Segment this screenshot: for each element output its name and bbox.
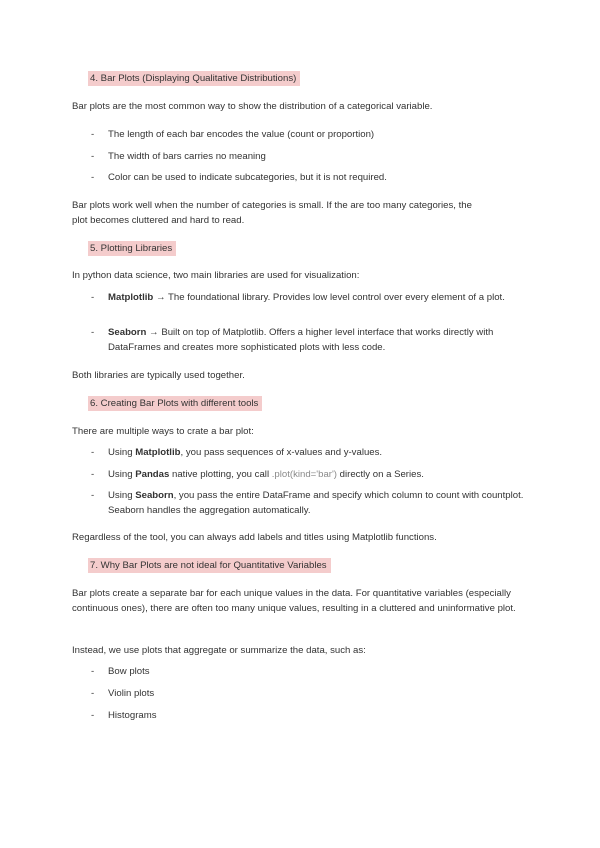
bullet-dash: - [91, 129, 95, 140]
section-5-bullet-matplotlib: Matplotlib → The foundational library. Provides low level control over every element of a plot. [108, 292, 505, 303]
section-7-intro: Bar plots create a separate bar for each unique values in the data. For quantitative variables (especially continuous ones), there are often too many unique values, resulting in a cluttered and uninformative plot. [72, 588, 516, 614]
bold-term: Seaborn [108, 327, 147, 338]
section-6-bullet-matplotlib: Using Matplotlib, you pass sequences of x-values and y-values. [108, 447, 383, 458]
section-6-intro: There are multiple ways to crate a bar plot: [72, 426, 254, 437]
section-4-bullet-1: The length of each bar encodes the value (count or proportion) [108, 129, 375, 140]
section-5-intro: In python data science, two main libraries are used for visualization: [72, 270, 360, 281]
bullet-dash: - [91, 447, 95, 458]
bold-term: Pandas [135, 469, 170, 480]
bold-term: Matplotlib [108, 292, 154, 303]
inline-code: .plot(kind='bar') [271, 469, 338, 480]
bullet-dash: - [91, 490, 95, 501]
bold-term: Seaborn [135, 490, 174, 501]
section-4-closing: Bar plots work well when the number of categories is small. If the are too many categories, the plot becomes cluttered and hard to read. [72, 200, 472, 226]
section-7-heading: 7. Why Bar Plots are not ideal for Quantitative Variables [88, 558, 331, 573]
section-6-heading: 6. Creating Bar Plots with different tools [88, 396, 262, 411]
section-5-heading: 5. Plotting Libraries [88, 241, 176, 256]
bold-term: Matplotlib [135, 447, 181, 458]
section-4-bullet-3: Color can be used to indicate subcategories, but it is not required. [108, 172, 387, 183]
bullet-dash: - [91, 151, 95, 162]
bullet-dash: - [91, 666, 95, 677]
section-7-bullet-2: Violin plots [108, 688, 155, 699]
bullet-dash: - [91, 469, 95, 480]
section-6-bullet-pandas: Using Pandas native plotting, you call .plot(kind='bar') directly on a Series. [108, 469, 424, 480]
section-7-bullet-1: Bow plots [108, 666, 150, 677]
section-4-intro: Bar plots are the most common way to show the distribution of a categorical variable. [72, 101, 433, 112]
section-5-bullet-seaborn: Seaborn → Built on top of Matplotlib. Offers a higher level interface that works directly with DataFrames and creates more sophisticated plots with less code. [108, 327, 494, 353]
section-5-closing: Both libraries are typically used together. [72, 370, 245, 381]
section-6-bullet-seaborn: Using Seaborn, you pass the entire DataFrame and specify which column to count with countplot. Seaborn handles the aggregation automatically. [108, 490, 524, 516]
bullet-dash: - [91, 327, 95, 338]
section-7-closing: Instead, we use plots that aggregate or summarize the data, such as: [72, 645, 366, 656]
section-4-heading: 4. Bar Plots (Displaying Qualitative Distributions) [88, 71, 300, 86]
section-6-closing: Regardless of the tool, you can always add labels and titles using Matplotlib functions. [72, 532, 437, 543]
bullet-dash: - [91, 710, 95, 721]
bullet-dash: - [91, 292, 95, 303]
bullet-dash: - [91, 172, 95, 183]
section-7-bullet-3: Histograms [108, 710, 157, 721]
section-4-bullet-2: The width of bars carries no meaning [108, 151, 266, 162]
bullet-dash: - [91, 688, 95, 699]
